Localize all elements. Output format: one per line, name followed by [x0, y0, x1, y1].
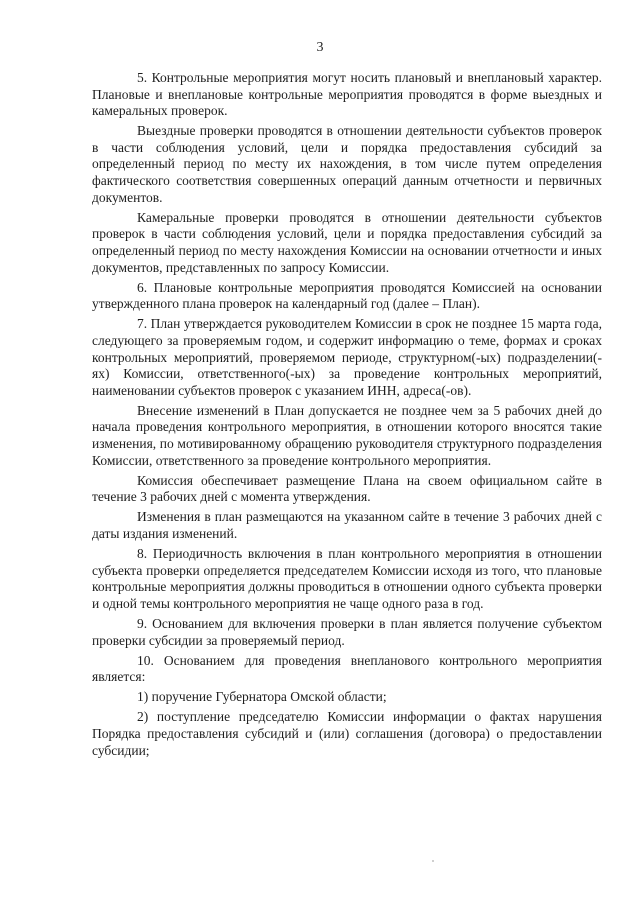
paragraph-onsite-inspections: Выездные проверки проводятся в отношении деятельности субъектов проверок в части соблюдения условий, цели и порядка предоставления субсидий за определенный период по месту их нахождения, в том числе путем определения фактического соответствия совершенных операций данным отчетности и первичных документов. [92, 123, 602, 205]
paragraph-item-5: 5. Контрольные мероприятия могут носить плановый и внеплановый характер. Плановые и внеплановые контрольные мероприятия проводятся в форме выездных и камеральных проверок. [92, 70, 602, 119]
paragraph-plan-publication: Комиссия обеспечивает размещение Плана на своем официальном сайте в течение 3 рабочих дней с момента утверждения. [92, 472, 602, 505]
paragraph-item-6: 6. Плановые контрольные мероприятия проводятся Комиссией на основании утвержденного плана проверок на календарный год (далее – План). [92, 279, 602, 312]
paragraph-item-7: 7. План утверждается руководителем Комиссии в срок не позднее 15 марта года, следующего за проверяемым годом, и содержит информацию о теме, формах и сроках контрольных мероприятий, проверяемом периоде, структурном(-ых) подразделении(-ях) Комиссии, ответственного(-ых) за проведение контрольных мероприятий, наименовании субъектов проверок с указанием ИНН, адреса(-ов). [92, 316, 602, 398]
document-body [92, 70, 602, 763]
list-item-2: 2) поступление председателю Комиссии информации о фактах нарушения Порядка предоставления субсидий и (или) соглашения (договора) о предоставлении субсидии; [92, 709, 602, 758]
scan-artifact [432, 860, 434, 862]
paragraph-item-10: 10. Основанием для проведения внепланового контрольного мероприятия является: [92, 652, 602, 685]
list-item-1: 1) поручение Губернатора Омской области; [137, 689, 387, 705]
paragraph-desk-inspections: Камеральные проверки проводятся в отношении деятельности субъектов проверок в части соблюдения условий, цели и порядка предоставления субсидий за определенный период по месту нахождения Комиссии на основании отчетности и иных документов, представленных по запросу Комиссии. [92, 209, 602, 275]
paragraph-item-9: 9. Основанием для включения проверки в план является получение субъектом проверки субсидии за проверяемый период. [92, 615, 602, 648]
page-number: 3 [316, 40, 324, 55]
paragraph-plan-changes: Внесение изменений в План допускается не позднее чем за 5 рабочих дней до начала проведения контрольного мероприятия, в отношении которого вносятся такие изменения, по мотивированному обращению руководителя структурного подразделения Комиссии, ответственного за проведение контрольного мероприятия. [92, 402, 602, 468]
paragraph-changes-publication: Изменения в план размещаются на указанном сайте в течение 3 рабочих дней с даты издания изменений. [92, 509, 602, 541]
paragraph-item-8: 8. Периодичность включения в план контрольного мероприятия в отношении субъекта проверки определяется председателем Комиссии исходя из того, что плановые контрольные мероприятия должны проводиться в отношении одного субъекта проверки и одной темы контрольного мероприятия не чаще одного раза в год. [92, 546, 602, 611]
